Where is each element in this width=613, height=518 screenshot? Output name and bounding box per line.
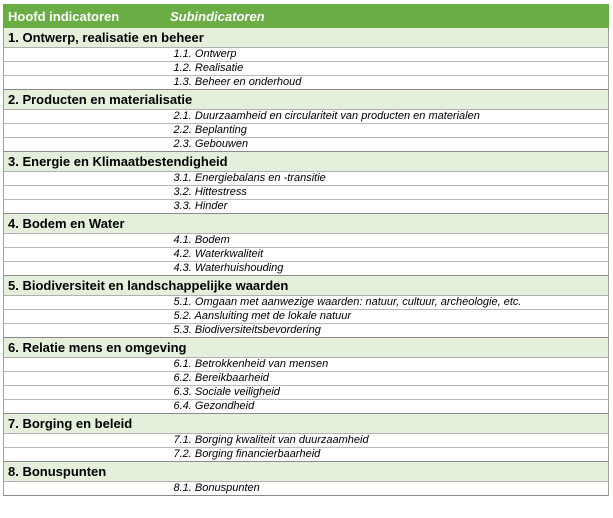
sub-indicator-spacer — [4, 482, 166, 496]
sub-indicator-label: 8.1. Bonuspunten — [166, 482, 609, 496]
main-indicator-title: 6. Relatie mens en omgeving — [4, 338, 609, 358]
indicator-table — [3, 4, 609, 496]
sub-indicator-row — [4, 324, 609, 338]
sub-indicator-label: 6.2. Bereikbaarheid — [166, 372, 609, 386]
sub-indicator-spacer — [4, 186, 166, 200]
header-main-indicators: Hoofd indicatoren — [4, 5, 166, 28]
main-indicator-title: 5. Biodiversiteit en landschappelijke waarden — [4, 276, 609, 296]
sub-indicator-spacer — [4, 372, 166, 386]
sub-indicator-spacer — [4, 234, 166, 248]
sub-indicator-label: 2.2. Beplanting — [166, 124, 609, 138]
sub-indicator-row — [4, 186, 609, 200]
sub-indicator-spacer — [4, 296, 166, 310]
sub-indicator-spacer — [4, 138, 166, 152]
sub-indicator-spacer — [4, 76, 166, 90]
sub-indicator-label: 6.4. Gezondheid — [166, 400, 609, 414]
sub-indicator-spacer — [4, 62, 166, 76]
sub-indicator-row — [4, 200, 609, 214]
sub-indicator-label: 6.1. Betrokkenheid van mensen — [166, 358, 609, 372]
main-indicator-row — [4, 414, 609, 434]
sub-indicator-row — [4, 296, 609, 310]
sub-indicator-spacer — [4, 124, 166, 138]
sub-indicator-label: 2.1. Duurzaamheid en circulariteit van producten en materialen — [166, 110, 609, 124]
main-indicator-row — [4, 276, 609, 296]
sub-indicator-spacer — [4, 110, 166, 124]
sub-indicator-label: 7.2. Borging financierbaarheid — [166, 448, 609, 462]
sub-indicator-spacer — [4, 172, 166, 186]
main-indicator-title: 7. Borging en beleid — [4, 414, 609, 434]
main-indicator-title: 8. Bonuspunten — [4, 462, 609, 482]
sub-indicator-row — [4, 310, 609, 324]
sub-indicator-spacer — [4, 262, 166, 276]
header-sub-indicators: Subindicatoren — [166, 5, 609, 28]
sub-indicator-label: 5.1. Omgaan met aanwezige waarden: natuur, cultuur, archeologie, etc. — [166, 296, 609, 310]
sub-indicator-spacer — [4, 448, 166, 462]
sub-indicator-label: 3.3. Hinder — [166, 200, 609, 214]
indicator-table-container — [3, 4, 608, 496]
sub-indicator-row — [4, 62, 609, 76]
sub-indicator-row — [4, 372, 609, 386]
main-indicator-row — [4, 214, 609, 234]
main-indicator-row — [4, 338, 609, 358]
sub-indicator-label: 4.3. Waterhuishouding — [166, 262, 609, 276]
sub-indicator-spacer — [4, 434, 166, 448]
sub-indicator-label: 5.2. Aansluiting met de lokale natuur — [166, 310, 609, 324]
sub-indicator-spacer — [4, 400, 166, 414]
sub-indicator-label: 3.2. Hittestress — [166, 186, 609, 200]
main-indicator-row — [4, 90, 609, 110]
main-indicator-title: 4. Bodem en Water — [4, 214, 609, 234]
sub-indicator-row — [4, 138, 609, 152]
main-indicator-title: 1. Ontwerp, realisatie en beheer — [4, 28, 609, 48]
sub-indicator-label: 2.3. Gebouwen — [166, 138, 609, 152]
sub-indicator-row — [4, 48, 609, 62]
sub-indicator-label: 7.1. Borging kwaliteit van duurzaamheid — [166, 434, 609, 448]
sub-indicator-row — [4, 234, 609, 248]
sub-indicator-label: 1.1. Ontwerp — [166, 48, 609, 62]
sub-indicator-row — [4, 386, 609, 400]
sub-indicator-row — [4, 448, 609, 462]
sub-indicator-label: 1.3. Beheer en onderhoud — [166, 76, 609, 90]
sub-indicator-label: 4.1. Bodem — [166, 234, 609, 248]
sub-indicator-label: 3.1. Energiebalans en -transitie — [166, 172, 609, 186]
sub-indicator-spacer — [4, 358, 166, 372]
sub-indicator-row — [4, 482, 609, 496]
sub-indicator-row — [4, 434, 609, 448]
sub-indicator-label: 6.3. Sociale veiligheid — [166, 386, 609, 400]
table-header-row — [4, 5, 609, 28]
sub-indicator-row — [4, 76, 609, 90]
sub-indicator-label: 5.3. Biodiversiteitsbevordering — [166, 324, 609, 338]
main-indicator-row — [4, 462, 609, 482]
main-indicator-title: 2. Producten en materialisatie — [4, 90, 609, 110]
sub-indicator-spacer — [4, 248, 166, 262]
sub-indicator-label: 1.2. Realisatie — [166, 62, 609, 76]
main-indicator-row — [4, 152, 609, 172]
sub-indicator-label: 4.2. Waterkwaliteit — [166, 248, 609, 262]
sub-indicator-spacer — [4, 48, 166, 62]
sub-indicator-spacer — [4, 200, 166, 214]
sub-indicator-row — [4, 172, 609, 186]
main-indicator-row — [4, 28, 609, 48]
sub-indicator-spacer — [4, 324, 166, 338]
sub-indicator-spacer — [4, 310, 166, 324]
sub-indicator-row — [4, 110, 609, 124]
sub-indicator-row — [4, 400, 609, 414]
table-body — [4, 28, 609, 496]
sub-indicator-row — [4, 248, 609, 262]
sub-indicator-spacer — [4, 386, 166, 400]
sub-indicator-row — [4, 358, 609, 372]
sub-indicator-row — [4, 262, 609, 276]
main-indicator-title: 3. Energie en Klimaatbestendigheid — [4, 152, 609, 172]
sub-indicator-row — [4, 124, 609, 138]
